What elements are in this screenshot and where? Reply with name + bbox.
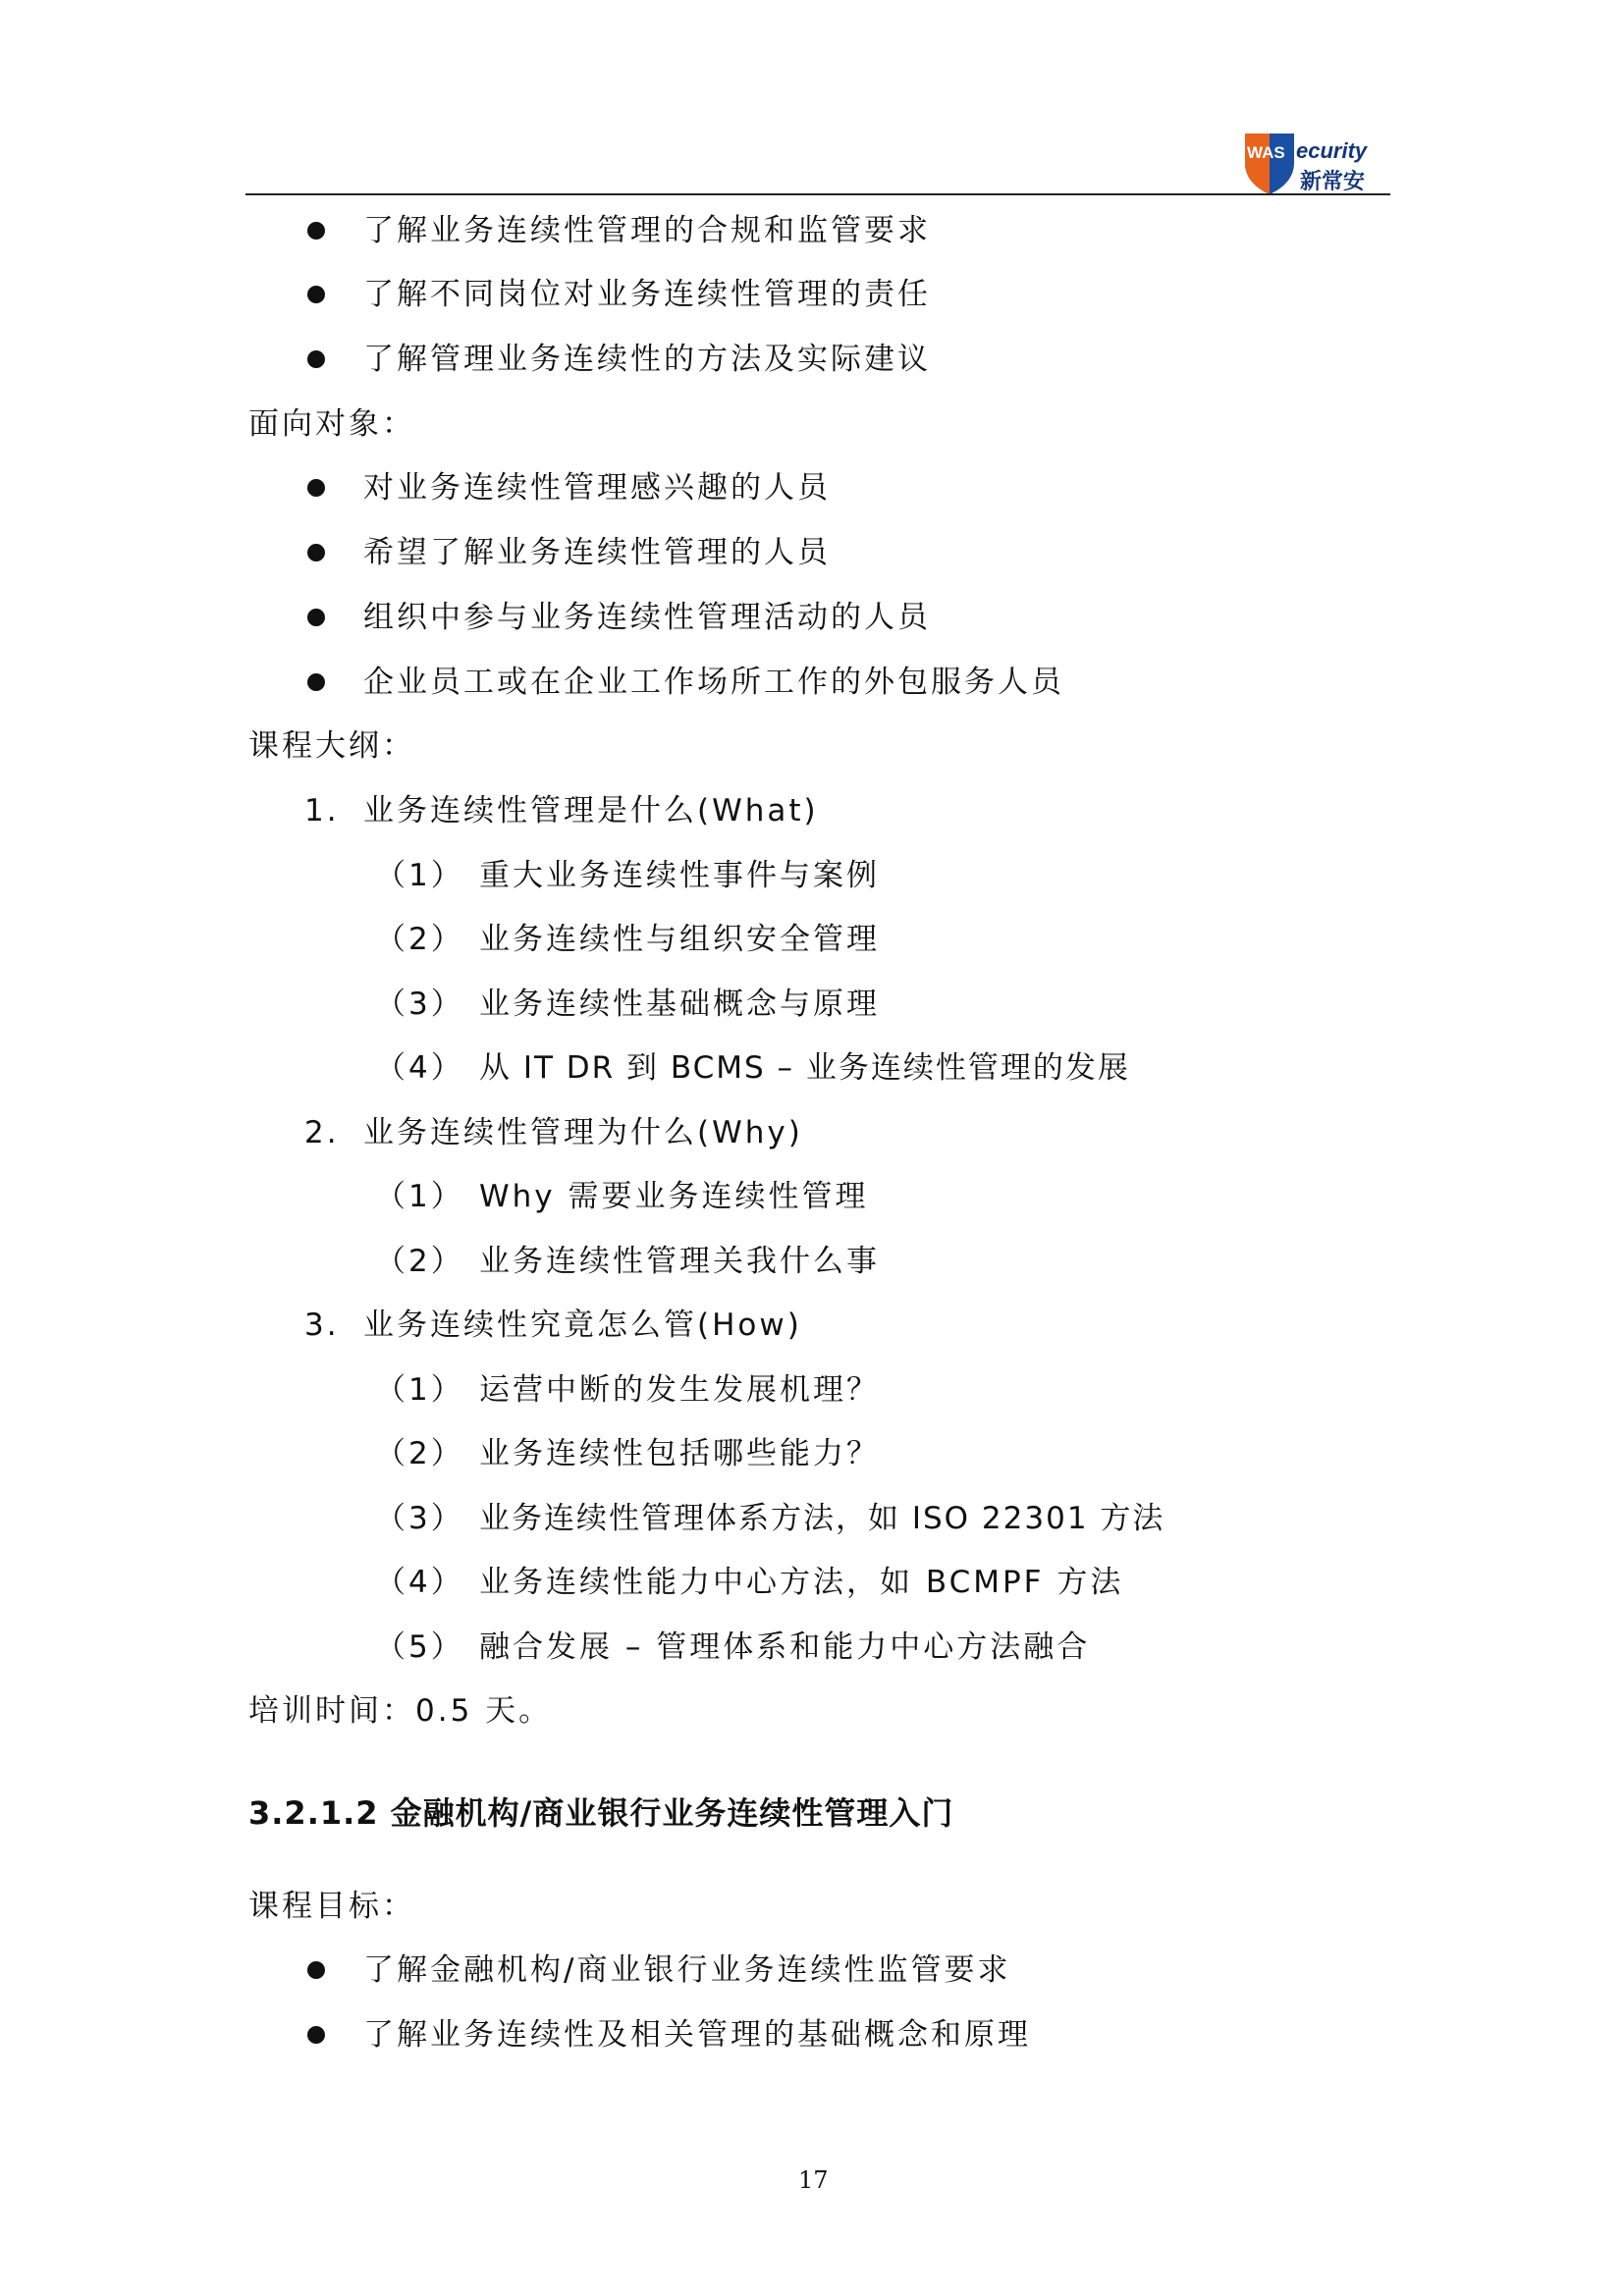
course-goal-item: 了解金融机构/商业银行业务连续性监管要求 <box>363 1952 1011 1988</box>
goal-item: 了解业务连续性管理的合规和监管要求 <box>363 213 931 248</box>
logo-chinese-text: 新常安 <box>1300 170 1366 194</box>
outline-section-title: 业务连续性管理是什么(What) <box>363 793 819 828</box>
section-heading: 3.2.1.2 金融机构/商业银行业务连续性管理入门 <box>248 1794 954 1832</box>
audience-item: 企业员工或在企业工作场所工作的外包服务人员 <box>363 665 1064 700</box>
header-rule <box>245 193 1390 195</box>
outline-item-number: （1） <box>375 1179 464 1214</box>
outline-item-number: （1） <box>375 1372 464 1408</box>
outline-item-number: （4） <box>375 1565 464 1600</box>
course-goal-item: 了解业务连续性及相关管理的基础概念和原理 <box>363 2017 1031 2053</box>
outline-section-number: 1. <box>304 793 340 828</box>
logo-ecurity-text: ecurity <box>1296 138 1368 163</box>
bullet-icon <box>307 222 325 240</box>
outline-item-text: 从 IT DR 到 BCMS – 业务连续性管理的发展 <box>479 1050 1130 1086</box>
outline-section-title: 业务连续性究竟怎么管(How) <box>363 1308 802 1343</box>
outline-section-title: 业务连续性管理为什么(Why) <box>363 1115 803 1150</box>
goal-item: 了解不同岗位对业务连续性管理的责任 <box>363 277 931 312</box>
outline-item-text: 业务连续性管理体系方法，如 ISO 22301 方法 <box>479 1501 1165 1536</box>
outline-item-number: （4） <box>375 1050 464 1086</box>
outline-item-text: 业务连续性包括哪些能力？ <box>479 1436 880 1471</box>
bullet-icon <box>307 544 325 561</box>
outline-section-number: 2. <box>304 1115 340 1150</box>
outline-item-number: （2） <box>375 1436 464 1471</box>
audience-label: 面向对象： <box>248 406 415 442</box>
goal-item: 了解管理业务连续性的方法及实际建议 <box>363 342 931 377</box>
outline-item-text: 融合发展 – 管理体系和能力中心方法融合 <box>479 1629 1091 1665</box>
outline-item-text: 运营中断的发生发展机理？ <box>479 1372 880 1408</box>
wasecurity-logo <box>1239 128 1396 198</box>
audience-item: 对业务连续性管理感兴趣的人员 <box>363 470 831 506</box>
outline-label: 课程大纲： <box>248 728 415 764</box>
training-duration: 培训时间：0.5 天。 <box>248 1693 553 1729</box>
outline-item-number: （2） <box>375 1244 464 1279</box>
course-goals-label: 课程目标： <box>248 1889 415 1924</box>
bullet-icon <box>307 673 325 691</box>
outline-item-text: 业务连续性与组织安全管理 <box>479 922 880 957</box>
outline-item-text: 业务连续性管理关我什么事 <box>479 1244 880 1279</box>
bullet-icon <box>307 286 325 303</box>
outline-item-text: 业务连续性基础概念与原理 <box>479 987 880 1022</box>
audience-item: 希望了解业务连续性管理的人员 <box>363 535 831 570</box>
logo-was-text: WAS <box>1247 143 1285 162</box>
outline-item-text: 重大业务连续性事件与案例 <box>479 858 880 893</box>
audience-item: 组织中参与业务连续性管理活动的人员 <box>363 600 931 635</box>
bullet-icon <box>307 350 325 368</box>
outline-item-number: （2） <box>375 922 464 957</box>
bullet-icon <box>307 1961 325 1979</box>
outline-item-number: （5） <box>375 1629 464 1665</box>
outline-section-number: 3. <box>304 1308 340 1343</box>
outline-item-text: Why 需要业务连续性管理 <box>479 1179 869 1214</box>
bullet-icon <box>307 2026 325 2044</box>
outline-item-number: （3） <box>375 987 464 1022</box>
shield-icon <box>1239 128 1396 198</box>
page-number: 17 <box>798 2166 829 2194</box>
outline-item-text: 业务连续性能力中心方法，如 BCMPF 方法 <box>479 1565 1124 1600</box>
bullet-icon <box>307 609 325 626</box>
bullet-icon <box>307 479 325 497</box>
outline-item-number: （3） <box>375 1501 464 1536</box>
outline-item-number: （1） <box>375 858 464 893</box>
